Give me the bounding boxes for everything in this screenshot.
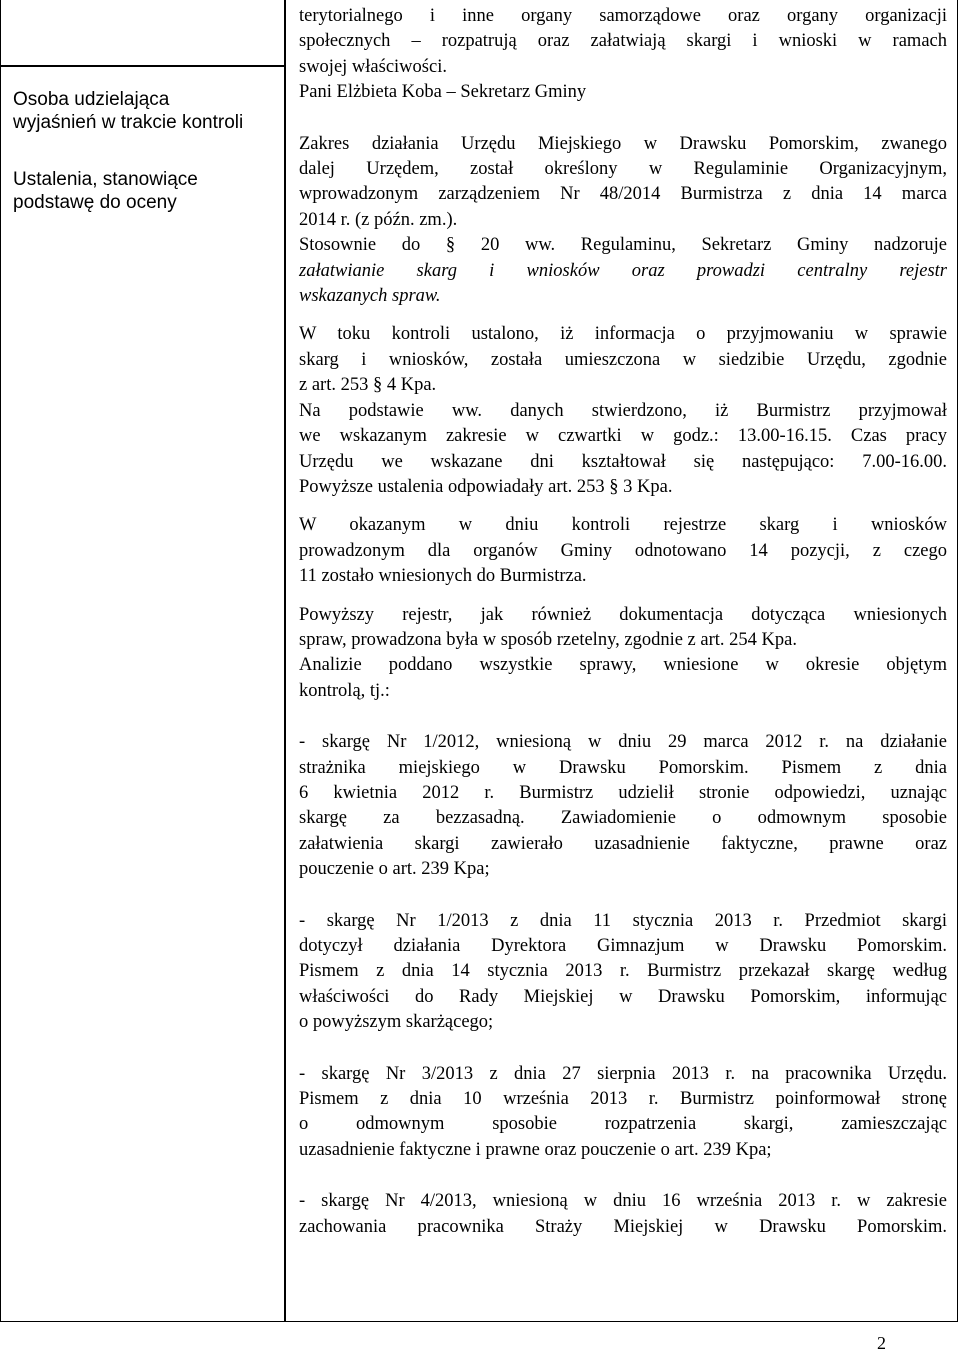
text-line: pouczenie o art. 239 Kpa;: [299, 859, 490, 880]
text-line: kontrolą, tj.:: [299, 680, 390, 701]
text-line: z art. 253 § 4 Kpa.: [299, 375, 437, 396]
page-number: 2: [877, 1333, 886, 1353]
text-line: - skargę Nr 3/2013 z dnia 27 sierpnia 2013 r. na pracownika Urzędu.: [299, 1063, 947, 1084]
text-line: 11 zostało wniesionych do Burmistrza.: [299, 566, 587, 587]
text-line: terytorialnego i inne organy samorządowe oraz organy organizacji: [299, 6, 947, 26]
person-name: Pani Elżbieta Koba – Sekretarz Gminy: [299, 82, 587, 103]
text-line: wskazanych spraw.: [299, 286, 441, 307]
text-line: skarg i wniosków, została umieszczona w siedzibie Urzędu, zgodnie: [299, 349, 947, 370]
text-line: swojej właściwości.: [299, 56, 447, 77]
text-line: 6 kwietnia 2012 r. Burmistrz udzielił stronie odpowiedzi, uznając: [299, 782, 947, 803]
text-line: strażnika miejskiego w Drawsku Pomorskim. Pismem z dnia: [299, 757, 947, 778]
text-line: we wskazanym zakresie w czwartki w godz.: 13.00-16.15. Czas pracy: [299, 426, 947, 447]
text-line: skargę za bezzasadną. Zawiadomienie o odmownym sposobie: [299, 808, 947, 829]
text-line: Zakres działania Urzędu Miejskiego w Drawsku Pomorskim, zwanego: [299, 133, 947, 154]
text-line: W toku kontroli ustalono, iż informacja o przyjmowaniu w sprawie: [299, 324, 947, 345]
text-line: spraw, prowadzona była w sposób rzetelny, zgodnie z art. 254 Kpa.: [299, 629, 797, 650]
text-line: społecznych – rozpatrują oraz załatwiają skargi i wnioski w ramach: [299, 31, 947, 52]
text-line: Powyższy rejestr, jak również dokumentacja dotycząca wniesionych: [299, 604, 947, 625]
column-divider: [284, 0, 286, 1322]
text-line: Na podstawie ww. danych stwierdzono, iż Burmistrz przyjmował: [299, 400, 947, 421]
text-line: - skargę Nr 1/2012, wniesioną w dniu 29 marca 2012 r. na działanie: [299, 732, 947, 753]
text-line: Pismem z dnia 10 września 2013 r. Burmistrz poinformował stronę: [299, 1089, 947, 1110]
text-line: Powyższe ustalenia odpowiadały art. 253 § 3 Kpa.: [299, 476, 673, 497]
person-label: Osoba udzielająca wyjaśnień w trakcie kontroli: [13, 89, 244, 133]
text-line: Analizie poddano wszystkie sprawy, wniesione w okresie objętym: [299, 655, 947, 676]
text-line: Pismem z dnia 14 stycznia 2013 r. Burmistrz przekazał skargę według: [299, 961, 947, 982]
text-line: - skargę Nr 1/2013 z dnia 11 stycznia 2013 r. Przedmiot skargi: [299, 910, 947, 931]
text-line: Urzędu we wskazane dni kształtował się następująco: 7.00-16.00.: [299, 451, 947, 472]
findings-content: [299, 0, 947, 1240]
findings-label: Ustalenia, stanowiące podstawę do oceny: [13, 169, 198, 213]
text-line: właściwości do Rady Miejskiej w Drawsku Pomorskim, informując: [299, 986, 947, 1007]
text-line: W okazanym w dniu kontroli rejestrze skarg i wniosków: [299, 515, 947, 536]
text-line: - skargę Nr 4/2013, wniesioną w dniu 16 września 2013 r. w zakresie: [299, 1191, 947, 1212]
text-line: dalej Urzędem, został określony w Regulaminie Organizacyjnym,: [299, 159, 947, 180]
text-line: o odmownym sposobie rozpatrzenia skargi, zamieszczając: [299, 1114, 947, 1135]
text-line: zachowania pracownika Straży Miejskiej w Drawsku Pomorskim.: [299, 1216, 947, 1237]
text-line: załatwienia skargi zawierało uzasadnienie faktyczne, prawne oraz: [299, 833, 947, 854]
row-divider: [1, 65, 285, 67]
text-line: o powyższym skarżącego;: [299, 1012, 494, 1033]
text-line: 2014 r. (z późn. zm.).: [299, 209, 458, 230]
text-line: załatwianie skarg i wniosków oraz prowadzi centralny rejestr: [299, 260, 947, 281]
text-line: prowadzonym dla organów Gminy odnotowano 14 pozycji, z czego: [299, 540, 947, 561]
text-line: Stosownie do § 20 ww. Regulaminu, Sekretarz Gminy nadzoruje: [299, 235, 947, 256]
text-line: wprowadzonym zarządzeniem Nr 48/2014 Burmistrza z dnia 14 marca: [299, 184, 947, 205]
text-line: uzasadnienie faktyczne i prawne oraz pouczenie o art. 239 Kpa;: [299, 1139, 772, 1160]
text-line: dotyczył działania Dyrektora Gimnazjum w Drawsku Pomorskim.: [299, 936, 947, 956]
